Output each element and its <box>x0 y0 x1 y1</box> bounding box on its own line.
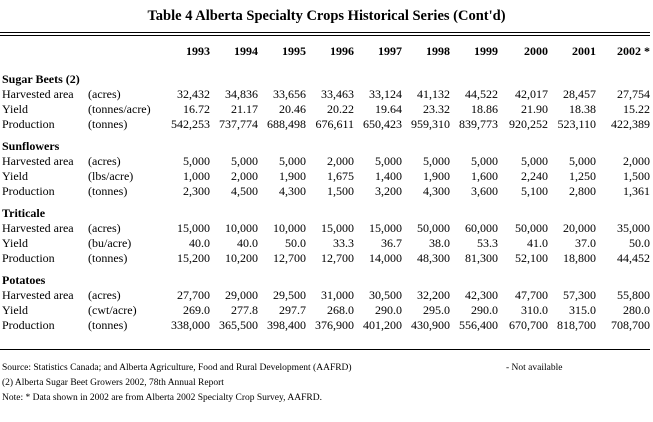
value-cell: 29,000 <box>225 288 258 302</box>
value-cell: 542,253 <box>171 117 210 131</box>
value-cell: 670,700 <box>509 318 548 332</box>
value-cell: 280.0 <box>623 303 650 317</box>
value-cell: 50,000 <box>417 221 450 235</box>
section-header-row <box>2 266 650 288</box>
value-cell: 297.7 <box>279 303 306 317</box>
row-label: Production <box>2 117 55 131</box>
value-cell: 28,457 <box>563 87 596 101</box>
value-cell: 1,900 <box>279 169 306 183</box>
value-cell: 41,132 <box>417 87 450 101</box>
value-cell: 523,110 <box>557 117 596 131</box>
value-cell: 21.90 <box>521 102 548 116</box>
value-cell: 5,000 <box>471 154 498 168</box>
value-cell: 48,300 <box>417 251 450 265</box>
footer-not-available: - Not available <box>506 363 563 373</box>
section-title: Sugar Beets (2) <box>2 72 80 86</box>
row-unit: (tonnes) <box>88 251 128 265</box>
value-cell: 15,200 <box>177 251 210 265</box>
value-cell: 4,300 <box>279 184 306 198</box>
value-cell: 1,000 <box>183 169 210 183</box>
value-cell: 398,400 <box>267 318 306 332</box>
value-cell: 1,250 <box>569 169 596 183</box>
value-cell: 18.38 <box>569 102 596 116</box>
table-row <box>2 288 650 303</box>
row-label: Harvested area <box>2 221 74 235</box>
top-rule <box>0 32 650 36</box>
section-header-row <box>2 61 650 87</box>
value-cell: 15.22 <box>623 102 650 116</box>
value-cell: 35,000 <box>617 221 650 235</box>
header-blank <box>2 40 88 61</box>
value-cell: 4,500 <box>231 184 258 198</box>
value-cell: 33.3 <box>333 236 354 250</box>
value-cell: 33,656 <box>273 87 306 101</box>
value-cell: 44,522 <box>465 87 498 101</box>
value-cell: 338,000 <box>171 318 210 332</box>
row-unit: (tonnes) <box>88 117 128 131</box>
value-cell: 1,400 <box>375 169 402 183</box>
row-unit: (acres) <box>88 221 121 235</box>
value-cell: 21.17 <box>231 102 258 116</box>
value-cell: 295.0 <box>423 303 450 317</box>
value-cell: 1,675 <box>327 169 354 183</box>
section-title: Potatoes <box>2 273 46 287</box>
footer-source: Source: Statistics Canada; and Alberta Agriculture, Food and Rural Development (AAFRD) <box>2 363 352 373</box>
value-cell: 2,300 <box>183 184 210 198</box>
row-unit: (tonnes/acre) <box>88 102 151 116</box>
section-title: Triticale <box>2 206 46 220</box>
section-header-row <box>2 199 650 221</box>
row-unit: (tonnes) <box>88 318 128 332</box>
table-row <box>2 318 650 333</box>
value-cell: 81,300 <box>465 251 498 265</box>
value-cell: 30,500 <box>369 288 402 302</box>
value-cell: 1,500 <box>327 184 354 198</box>
year-header: 2000 <box>524 44 548 58</box>
footer-note-2: (2) Alberta Sugar Beet Growers 2002, 78th Annual Report <box>2 378 224 388</box>
row-label: Yield <box>2 303 28 317</box>
table-title: Table 4 Alberta Specialty Crops Historical Series (Cont'd) <box>147 8 506 24</box>
value-cell: 2,000 <box>327 154 354 168</box>
value-cell: 376,900 <box>315 318 354 332</box>
year-header-row <box>2 40 650 61</box>
row-label: Production <box>2 318 55 332</box>
value-cell: 2,000 <box>231 169 258 183</box>
value-cell: 31,000 <box>321 288 354 302</box>
value-cell: 4,300 <box>423 184 450 198</box>
value-cell: 10,200 <box>225 251 258 265</box>
table-row <box>2 117 650 132</box>
value-cell: 33,124 <box>369 87 402 101</box>
value-cell: 53.3 <box>477 236 498 250</box>
value-cell: 20.22 <box>327 102 354 116</box>
row-unit: (lbs/acre) <box>88 169 134 183</box>
value-cell: 422,389 <box>611 117 650 131</box>
value-cell: 20.46 <box>279 102 306 116</box>
table-row <box>2 251 650 266</box>
value-cell: 269.0 <box>183 303 210 317</box>
row-unit: (acres) <box>88 154 121 168</box>
value-cell: 52,100 <box>515 251 548 265</box>
value-cell: 290.0 <box>471 303 498 317</box>
value-cell: 33,463 <box>321 87 354 101</box>
header-blank <box>88 40 162 61</box>
year-header: 1997 <box>378 44 402 58</box>
value-cell: 14,000 <box>369 251 402 265</box>
value-cell: 42,017 <box>515 87 548 101</box>
year-header: 1998 <box>426 44 450 58</box>
row-label: Yield <box>2 169 28 183</box>
value-cell: 650,423 <box>363 117 402 131</box>
year-header: 1996 <box>330 44 354 58</box>
crops-table <box>2 40 650 333</box>
row-unit: (cwt/acre) <box>88 303 137 317</box>
value-cell: 50.0 <box>629 236 650 250</box>
value-cell: 290.0 <box>375 303 402 317</box>
value-cell: 50,000 <box>515 221 548 235</box>
value-cell: 32,200 <box>417 288 450 302</box>
value-cell: 36.7 <box>381 236 402 250</box>
value-cell: 365,500 <box>219 318 258 332</box>
value-cell: 19.64 <box>375 102 402 116</box>
value-cell: 18,800 <box>563 251 596 265</box>
value-cell: 38.0 <box>429 236 450 250</box>
value-cell: 920,252 <box>509 117 548 131</box>
year-header: 1999 <box>474 44 498 58</box>
value-cell: 5,000 <box>231 154 258 168</box>
value-cell: 18.86 <box>471 102 498 116</box>
value-cell: 688,498 <box>267 117 306 131</box>
value-cell: 44,452 <box>617 251 650 265</box>
value-cell: 40.0 <box>237 236 258 250</box>
value-cell: 839,773 <box>459 117 498 131</box>
table-row <box>2 87 650 102</box>
value-cell: 34,836 <box>225 87 258 101</box>
value-cell: 5,000 <box>569 154 596 168</box>
value-cell: 268.0 <box>327 303 354 317</box>
row-label: Production <box>2 251 55 265</box>
year-header: 1994 <box>234 44 258 58</box>
value-cell: 1,361 <box>623 184 650 198</box>
table-row <box>2 169 650 184</box>
row-label: Harvested area <box>2 288 74 302</box>
value-cell: 42,300 <box>465 288 498 302</box>
section-title: Sunflowers <box>2 139 60 153</box>
table-row <box>2 102 650 117</box>
table-row <box>2 184 650 199</box>
row-label: Harvested area <box>2 87 74 101</box>
value-cell: 37.0 <box>575 236 596 250</box>
value-cell: 5,000 <box>279 154 306 168</box>
bottom-rule <box>0 349 650 350</box>
value-cell: 1,900 <box>423 169 450 183</box>
row-unit: (acres) <box>88 288 121 302</box>
value-cell: 1,600 <box>471 169 498 183</box>
value-cell: 40.0 <box>189 236 210 250</box>
value-cell: 47,700 <box>515 288 548 302</box>
value-cell: 10,000 <box>273 221 306 235</box>
value-cell: 55,800 <box>617 288 650 302</box>
value-cell: 1,500 <box>623 169 650 183</box>
row-label: Yield <box>2 236 28 250</box>
value-cell: 32,432 <box>177 87 210 101</box>
value-cell: 57,300 <box>563 288 596 302</box>
year-header: 2001 <box>572 44 596 58</box>
value-cell: 3,200 <box>375 184 402 198</box>
value-cell: 401,200 <box>363 318 402 332</box>
row-label: Harvested area <box>2 154 74 168</box>
value-cell: 959,310 <box>411 117 450 131</box>
row-unit: (acres) <box>88 87 121 101</box>
value-cell: 2,240 <box>521 169 548 183</box>
value-cell: 676,611 <box>315 117 354 131</box>
section-header-row <box>2 132 650 154</box>
year-header: 1993 <box>186 44 210 58</box>
value-cell: 15,000 <box>369 221 402 235</box>
year-header: 2002 * <box>617 44 650 58</box>
value-cell: 430,900 <box>411 318 450 332</box>
value-cell: 2,000 <box>623 154 650 168</box>
value-cell: 556,400 <box>459 318 498 332</box>
table-row <box>2 303 650 318</box>
value-cell: 15,000 <box>177 221 210 235</box>
value-cell: 3,600 <box>471 184 498 198</box>
value-cell: 20,000 <box>563 221 596 235</box>
row-label: Production <box>2 184 55 198</box>
value-cell: 277.8 <box>231 303 258 317</box>
value-cell: 310.0 <box>521 303 548 317</box>
value-cell: 737,774 <box>219 117 258 131</box>
value-cell: 29,500 <box>273 288 306 302</box>
value-cell: 2,800 <box>569 184 596 198</box>
value-cell: 16.72 <box>183 102 210 116</box>
value-cell: 818,700 <box>557 318 596 332</box>
table-row <box>2 236 650 251</box>
value-cell: 41.0 <box>527 236 548 250</box>
table-row <box>2 221 650 236</box>
value-cell: 12,700 <box>321 251 354 265</box>
value-cell: 5,000 <box>375 154 402 168</box>
year-header: 1995 <box>282 44 306 58</box>
value-cell: 60,000 <box>465 221 498 235</box>
value-cell: 27,700 <box>177 288 210 302</box>
value-cell: 10,000 <box>225 221 258 235</box>
footer-note: Note: * Data shown in 2002 are from Alberta 2002 Specialty Crop Survey, AAFRD. <box>2 393 322 403</box>
table-row <box>2 154 650 169</box>
row-unit: (tonnes) <box>88 184 128 198</box>
value-cell: 315.0 <box>569 303 596 317</box>
value-cell: 5,000 <box>183 154 210 168</box>
row-label: Yield <box>2 102 28 116</box>
row-unit: (bu/acre) <box>88 236 132 250</box>
value-cell: 12,700 <box>273 251 306 265</box>
value-cell: 15,000 <box>321 221 354 235</box>
value-cell: 708,700 <box>611 318 650 332</box>
value-cell: 5,000 <box>423 154 450 168</box>
value-cell: 23.32 <box>423 102 450 116</box>
value-cell: 50.0 <box>285 236 306 250</box>
value-cell: 27,754 <box>617 87 650 101</box>
value-cell: 5,000 <box>521 154 548 168</box>
value-cell: 5,100 <box>521 184 548 198</box>
